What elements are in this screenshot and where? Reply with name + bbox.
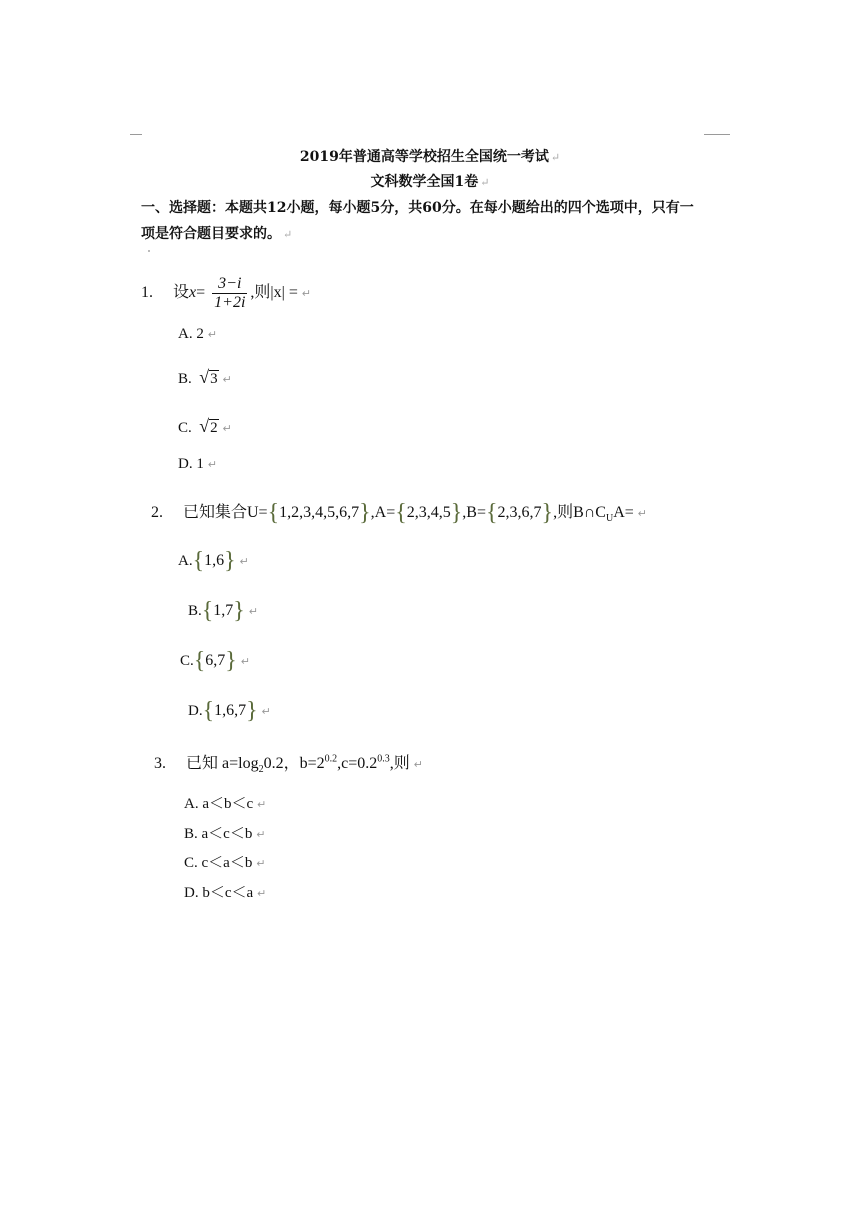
question-3 [154,750,423,775]
header-margin-mark-left [130,134,142,135]
equals-sign: = [196,284,206,302]
q3-option-d: D. b＜c＜a ↵ [184,885,267,901]
set-b: 2,3,6,7 [497,504,542,521]
paragraph-return-icon: ↵ [550,151,561,164]
paragraph-return-icon: ↵ [239,556,249,568]
exam-title: 2019年普通高等学校招生全国统一考试 ↵ [299,149,561,165]
paragraph-return-icon: ↵ [248,606,259,618]
right-brace-icon: } [224,548,236,574]
q2-option-b: B.{1,7} ↵ [188,598,259,624]
paragraph-return-icon: ↵ [480,176,490,189]
q3-option-a: A. a＜b＜c ↵ [184,796,267,812]
q1-option-b: B. √3 ↵ [178,367,232,387]
question-text: 已知 a= [186,755,239,772]
sqrt-icon: √ [199,367,210,387]
question-number: 1. [141,284,153,302]
b-definition: ，b= [283,755,317,772]
question-suffix: ,则|x| = [250,284,298,302]
instructions-line-1: 一、选择题：本题共12小题，每小题5分，共60分。在每小题给出的四个选项中，只有一 [141,200,694,216]
b-exponent: 0.2 [324,753,338,765]
right-brace-icon: } [233,598,245,624]
set-u: 1,2,3,4,5,6,7 [279,504,360,521]
left-brace-icon: { [201,598,214,624]
sqrt-icon: √ [199,416,210,436]
paragraph-return-icon: ↵ [257,799,267,811]
question-suffix: ,则B∩C [553,504,606,521]
left-brace-icon: { [267,500,280,526]
q2-option-c: C.{6,7} ↵ [180,648,251,674]
paragraph-return-icon: ↵ [207,329,218,341]
right-brace-icon: } [541,500,554,526]
question-number: 3. [154,755,166,772]
paragraph-return-icon: ↵ [222,423,232,435]
right-brace-icon: } [450,500,463,526]
question-number: 2. [151,504,163,521]
set-a: 2,3,4,5 [406,504,451,521]
question-2 [151,499,647,527]
c-exponent: 0.3 [377,753,390,765]
left-brace-icon: { [202,698,215,724]
paragraph-return-icon: ↵ [222,374,232,386]
paragraph-return-icon: ↵ [256,829,266,841]
paragraph-return-icon: ↵ [256,858,266,870]
paragraph-return-icon: ↵ [240,656,251,668]
left-brace-icon: { [486,500,498,526]
b-base: 2 [316,755,325,772]
section-instructions [141,195,716,248]
paragraph-return-icon: ↵ [413,759,423,771]
variable-x: x [189,284,197,302]
c-base: 0.2 [357,755,378,772]
right-brace-icon: } [246,698,258,724]
paragraph-return-icon: ↵ [257,888,267,900]
q1-option-d: D. 1 ↵ [178,456,218,472]
paragraph-return-icon: ↵ [283,228,293,241]
left-brace-icon: { [192,548,205,574]
header-margin-mark-right [704,134,730,135]
question-suffix: ,则 [389,755,410,772]
log-base: 2 [258,764,264,776]
complement-subscript: U [605,513,614,525]
q2-option-d: D.{1,6,7} ↵ [188,698,271,724]
log-function: log [238,755,259,772]
q1-option-a: A. 2 ↵ [178,326,218,342]
paragraph-return-icon: ↵ [261,706,271,718]
c-definition: ,c= [337,755,358,772]
stray-dot [148,250,150,252]
question-suffix-end: A= [613,504,634,521]
q3-option-b: B. a＜c＜b ↵ [184,826,266,842]
fraction [212,275,247,312]
q3-option-c: C. c＜a＜b ↵ [184,855,266,871]
fraction-denominator: 1+2i [214,294,246,311]
set-a-label: ,A= [370,504,396,521]
paragraph-return-icon: ↵ [637,508,647,520]
question-1 [141,275,311,312]
log-argument: 0.2 [263,755,284,772]
q1-option-c: C. √2 ↵ [178,416,232,436]
exam-subtitle: 文科数学全国1卷 ↵ [370,174,490,190]
question-text: 设 [173,284,190,302]
left-brace-icon: { [395,500,407,526]
instructions-line-2: 项是符合题目要求的。 ↵ [141,226,293,242]
right-brace-icon: } [225,648,237,674]
set-b-label: ,B= [462,504,486,521]
left-brace-icon: { [193,648,206,674]
q2-option-a: A.{1,6} ↵ [178,548,249,574]
paragraph-return-icon: ↵ [301,288,312,301]
paragraph-return-icon: ↵ [207,459,218,471]
question-text: 已知集合U= [183,504,268,521]
right-brace-icon: } [359,500,371,526]
fraction-numerator: 3−i [218,275,242,292]
